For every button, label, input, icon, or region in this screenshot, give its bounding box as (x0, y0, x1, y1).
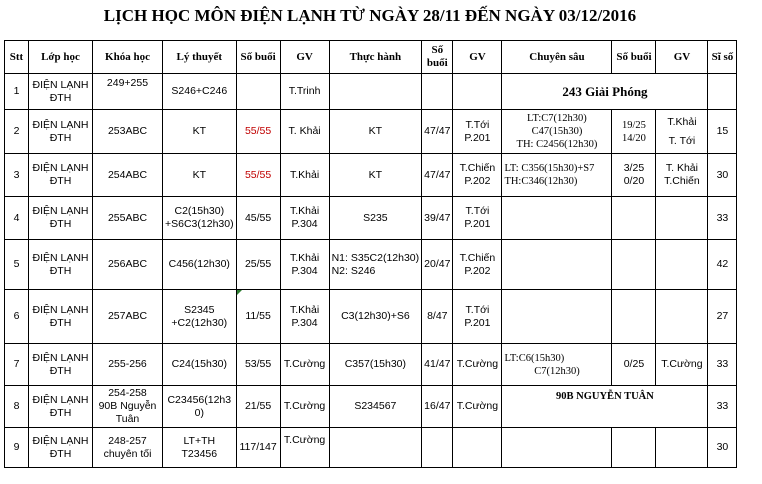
gv-line: T.Chiến (459, 162, 496, 174)
cell-stt: 2 (5, 110, 29, 154)
cell-chuyen-sau (502, 344, 612, 386)
cell-si-so (708, 74, 737, 110)
cell-chuyen-sau (502, 154, 612, 197)
cell-si-so: 33 (708, 197, 737, 240)
chuyen-sau-line: LT: C356(15h30)+S7 (504, 163, 595, 174)
table-row (5, 74, 737, 110)
khoa-line: 248-257 (108, 434, 147, 447)
header-chuyen-sau: Chuyên sâu (502, 41, 612, 74)
cell-si-so: 33 (708, 386, 737, 428)
lop-line: ĐIỆN LẠNH (32, 303, 89, 316)
cell-so-buoi-3 (612, 428, 656, 468)
header-gv-3: GV (656, 41, 708, 74)
thuc-hanh-line: N1: S35C2(12h30) (331, 251, 420, 264)
cell-khoa-hoc: 255-256 (93, 344, 163, 386)
chuyen-sau-line: C7(12h30) (534, 365, 580, 377)
chuyen-sau-line: LT:C7(12h30) (527, 113, 587, 124)
lop-line: ĐIỆN LẠNH (32, 78, 89, 91)
cell-khoa-hoc: 255ABC (93, 197, 163, 240)
ly-line: T23456 (181, 447, 218, 460)
header-thuc-hanh: Thực hành (329, 41, 422, 74)
header-stt: Stt (5, 41, 29, 74)
table-row (5, 110, 737, 154)
cell-gv-1 (280, 197, 329, 240)
cell-gv-3 (656, 290, 708, 344)
cell-so-buoi-1: 117/147 (236, 428, 280, 468)
cell-gv-1 (280, 290, 329, 344)
cell-si-so: 27 (708, 290, 737, 344)
table-row (5, 240, 737, 290)
header-gv-2: GV (453, 41, 502, 74)
gv-line: P.304 (291, 264, 318, 277)
lop-line: ĐIỆN LẠNH (32, 251, 89, 264)
cell-thuc-hanh: S234567 (329, 386, 422, 428)
cell-lop-hoc (29, 290, 93, 344)
cell-thuc-hanh (329, 74, 422, 110)
cell-ly-thuyet: KT (163, 110, 237, 154)
gv-line: P.201 (464, 316, 491, 329)
cell-chuyen-sau-location: 243 Giải Phóng (502, 74, 708, 110)
cell-gv-1: T.Trinh (280, 74, 329, 110)
cell-lop-hoc (29, 110, 93, 154)
table-row (5, 428, 737, 468)
cell-khoa-hoc: 253ABC (93, 110, 163, 154)
cell-si-so: 30 (708, 154, 737, 197)
cell-so-buoi-3 (612, 240, 656, 290)
schedule-table (4, 40, 737, 468)
page-title: LỊCH HỌC MÔN ĐIỆN LẠNH TỪ NGÀY 28/11 ĐẾN NGÀY 03/12/2016 (103, 6, 637, 25)
cell-lop-hoc (29, 344, 93, 386)
header-khoa-hoc: Khóa học (93, 41, 163, 74)
cell-chuyen-sau (502, 197, 612, 240)
cell-so-buoi-2 (422, 74, 453, 110)
cell-so-buoi-1 (236, 74, 280, 110)
gv-line: P.304 (291, 218, 318, 230)
so-buoi-line: 0/20 (623, 175, 645, 187)
cell-so-buoi-1: 45/55 (236, 197, 280, 240)
cell-so-buoi-1: 55/55 (236, 154, 280, 197)
cell-so-buoi-1: 11/55 (236, 290, 280, 344)
cell-thuc-hanh: KT (329, 110, 422, 154)
header-gv-1: GV (280, 41, 329, 74)
cell-gv-3 (656, 154, 708, 197)
cell-gv-3 (656, 428, 708, 468)
lop-line: ĐTH (49, 91, 72, 104)
cell-si-so: 33 (708, 344, 737, 386)
cell-chuyen-sau (502, 240, 612, 290)
cell-so-buoi-2: 20/47 (422, 240, 453, 290)
table-row (5, 344, 737, 386)
khoa-line: 90B Nguyễn (98, 400, 157, 412)
ly-line: +C2(12h30) (171, 316, 228, 329)
cell-stt: 3 (5, 154, 29, 197)
cell-so-buoi-3 (612, 290, 656, 344)
cell-gv-2: T.Cường (453, 386, 502, 428)
cell-si-so: 15 (708, 110, 737, 154)
cell-stt: 4 (5, 197, 29, 240)
cell-lop-hoc (29, 386, 93, 428)
lop-line: ĐTH (49, 264, 72, 277)
cell-so-buoi-2: 47/47 (422, 110, 453, 154)
ly-line: C23456(12h3 (167, 393, 232, 406)
cell-gv-1: T. Khải (280, 110, 329, 154)
cell-thuc-hanh: C3(12h30)+S6 (329, 290, 422, 344)
cell-ly-thuyet: KT (163, 154, 237, 197)
lop-line: ĐTH (49, 406, 72, 419)
cell-stt: 1 (5, 74, 29, 110)
ly-line: LT+TH (183, 434, 216, 447)
lop-line: ĐIỆN LẠNH (32, 434, 89, 447)
lop-line: ĐIỆN LẠNH (32, 162, 89, 174)
gv-line: T.Khải (290, 205, 320, 217)
cell-so-buoi-2: 41/47 (422, 344, 453, 386)
cell-stt: 8 (5, 386, 29, 428)
cell-si-so: 30 (708, 428, 737, 468)
cell-gv-1: T.Cường (280, 428, 329, 468)
cell-lop-hoc (29, 428, 93, 468)
cell-ly-thuyet (163, 290, 237, 344)
cell-gv-2 (453, 74, 502, 110)
cell-stt: 9 (5, 428, 29, 468)
cell-gv-1: T.Khải (280, 154, 329, 197)
chuyen-sau-line: C47(15h30) (531, 126, 583, 137)
cell-thuc-hanh (329, 428, 422, 468)
chuyen-sau-line: LT:C6(15h30) (504, 352, 565, 364)
cell-gv-1: T.Cường (280, 386, 329, 428)
cell-stt: 6 (5, 290, 29, 344)
header-row (5, 41, 737, 74)
cell-chuyen-sau (502, 110, 612, 154)
chuyen-sau-line: TH:C346(12h30) (504, 176, 578, 187)
cell-thuc-hanh (329, 240, 422, 290)
gv-line: P.304 (291, 316, 318, 329)
gv-line: T.Chiến (664, 175, 700, 187)
cell-lop-hoc (29, 154, 93, 197)
cell-so-buoi-2: 39/47 (422, 197, 453, 240)
cell-khoa-hoc (93, 386, 163, 428)
table-row (5, 290, 737, 344)
cell-so-buoi-2: 16/47 (422, 386, 453, 428)
cell-so-buoi-3: 0/25 (612, 344, 656, 386)
cell-gv-2 (453, 290, 502, 344)
cell-thuc-hanh: C357(15h30) (329, 344, 422, 386)
cell-so-buoi-3 (612, 197, 656, 240)
cell-khoa-hoc: 249+255 (93, 74, 163, 110)
cell-so-buoi-2: 8/47 (422, 290, 453, 344)
header-so-buoi-3: Số buổi (612, 41, 656, 74)
so-buoi-line: 19/25 (621, 119, 646, 131)
cell-stt: 7 (5, 344, 29, 386)
gv-line: T. Khải (665, 162, 698, 174)
lop-line: ĐTH (49, 131, 72, 144)
cell-gv-2: T.Cường (453, 344, 502, 386)
cell-ly-thuyet: C24(15h30) (163, 344, 237, 386)
ly-line: C2(15h30) (174, 205, 225, 217)
thuc-hanh-line: N2: S246 (331, 264, 376, 277)
ly-line: S2345 (184, 303, 215, 316)
cell-chuyen-sau (502, 290, 612, 344)
gv-line: T.Tới (465, 118, 490, 131)
cell-ly-thuyet (163, 428, 237, 468)
cell-ly-thuyet (163, 386, 237, 428)
cell-gv-3 (656, 240, 708, 290)
cell-chuyen-sau (502, 428, 612, 468)
cell-so-buoi-3 (612, 154, 656, 197)
cell-so-buoi-1: 25/55 (236, 240, 280, 290)
cell-so-buoi-2 (422, 428, 453, 468)
gv-line: T. Tới (668, 134, 696, 147)
cell-ly-thuyet: S246+C246 (163, 74, 237, 110)
cell-lop-hoc (29, 240, 93, 290)
khoa-line: 254-258 (108, 387, 147, 399)
khoa-line: Tuân (115, 413, 140, 425)
table-row (5, 197, 737, 240)
gv-line: T.Chiến (459, 251, 496, 264)
so-buoi-line: 3/25 (623, 162, 645, 174)
lop-line: ĐIỆN LẠNH (32, 118, 89, 131)
header-si-so: Sĩ số (708, 41, 737, 74)
ly-line: +S6C3(12h30) (165, 218, 234, 230)
header-so-buoi-2-line2: buổi (426, 57, 448, 69)
lop-line: ĐIỆN LẠNH (32, 351, 89, 364)
cell-ly-thuyet: C456(12h30) (163, 240, 237, 290)
cell-ly-thuyet (163, 197, 237, 240)
cell-lop-hoc (29, 197, 93, 240)
lop-line: ĐIỆN LẠNH (32, 393, 89, 406)
header-so-buoi-2 (422, 41, 453, 74)
gv-line: P.201 (464, 131, 491, 144)
cell-gv-3 (656, 197, 708, 240)
gv-line: P.202 (464, 264, 491, 277)
gv-line: T.Khải (667, 115, 697, 128)
cell-so-buoi-1: 55/55 (236, 110, 280, 154)
cell-thuc-hanh: S235 (329, 197, 422, 240)
so-buoi-line: 14/20 (621, 132, 646, 144)
khoa-line: chuyên tối (103, 447, 152, 460)
cell-khoa-hoc: 257ABC (93, 290, 163, 344)
lop-line: ĐTH (49, 218, 72, 230)
table-row (5, 154, 737, 197)
ly-line: 0) (194, 406, 204, 419)
header-so-buoi-2-line1: Số (431, 44, 444, 56)
cell-si-so: 42 (708, 240, 737, 290)
gv-line: P.201 (464, 218, 491, 230)
cell-so-buoi-3 (612, 110, 656, 154)
chuyen-sau-line: TH: C2456(12h30) (516, 139, 598, 150)
gv-line: T.Khải (290, 303, 320, 316)
gv-line: P.202 (464, 175, 491, 187)
cell-khoa-hoc: 256ABC (93, 240, 163, 290)
cell-gv-1: T.Cường (280, 344, 329, 386)
table-row (5, 386, 737, 428)
cell-so-buoi-1: 53/55 (236, 344, 280, 386)
lop-line: ĐTH (49, 175, 72, 187)
header-ly-thuyet: Lý thuyết (163, 41, 237, 74)
cell-gv-2 (453, 240, 502, 290)
cell-thuc-hanh: KT (329, 154, 422, 197)
cell-gv-2 (453, 110, 502, 154)
cell-stt: 5 (5, 240, 29, 290)
cell-gv-2 (453, 197, 502, 240)
cell-gv-3 (656, 110, 708, 154)
gv-line: T.Khải (290, 251, 320, 264)
lop-line: ĐTH (49, 364, 72, 377)
lop-line: ĐIỆN LẠNH (32, 205, 89, 217)
lop-line: ĐTH (49, 447, 72, 460)
gv-line: T.Tới (465, 205, 490, 217)
cell-khoa-hoc: 254ABC (93, 154, 163, 197)
cell-chuyen-sau-location: 90B NGUYỄN TUÂN (502, 386, 708, 428)
cell-khoa-hoc (93, 428, 163, 468)
cell-so-buoi-2: 47/47 (422, 154, 453, 197)
cell-gv-2 (453, 154, 502, 197)
cell-gv-1 (280, 240, 329, 290)
header-lop-hoc: Lớp học (29, 41, 93, 74)
cell-gv-2 (453, 428, 502, 468)
cell-so-buoi-1: 21/55 (236, 386, 280, 428)
cell-lop-hoc (29, 74, 93, 110)
cell-gv-3: T.Cường (656, 344, 708, 386)
gv-line: T.Tới (465, 303, 490, 316)
header-so-buoi-1: Số buổi (236, 41, 280, 74)
lop-line: ĐTH (49, 316, 72, 329)
